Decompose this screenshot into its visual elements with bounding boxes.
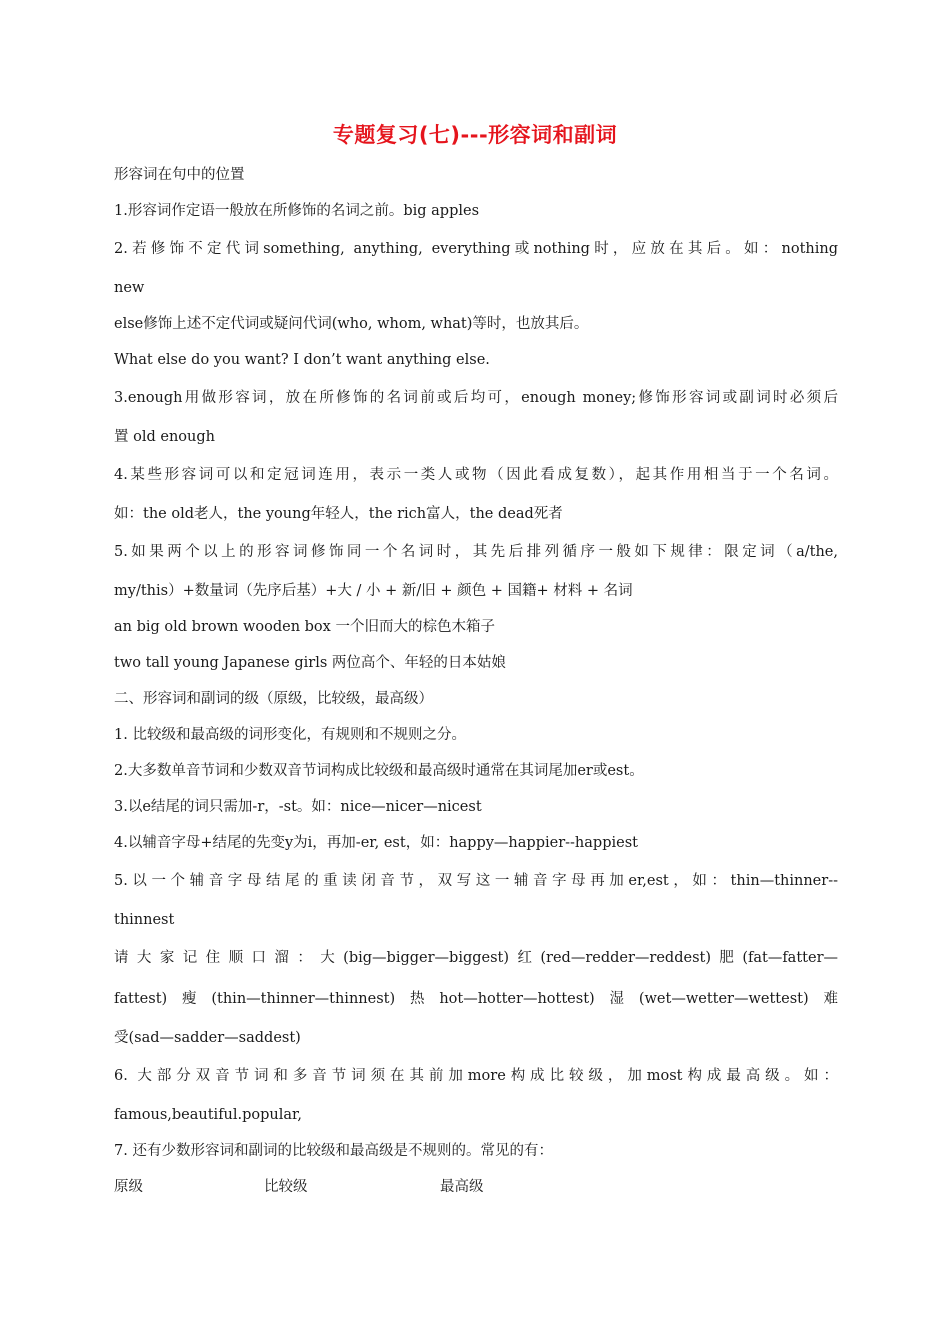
table-header-superlative: 最高级 — [440, 1179, 484, 1195]
paragraph-line: 请大家记住顺口溜：大(big—bigger—biggest)红(red—redder—reddest)肥(fat—fatter— — [114, 950, 838, 966]
table-header-comparative: 比较级 — [264, 1179, 308, 1195]
paragraph-line: 受(sad—sadder—saddest) — [114, 1030, 301, 1046]
paragraph-line: fattest)瘦(thin—thinner—thinnest)热hot—hotter—hottest)湿(wet—wetter—wettest)难 — [114, 991, 838, 1007]
paragraph-line: else修饰上述不定代词或疑问代词(who, whom, what)等时，也放其后。 — [114, 316, 589, 332]
paragraph-line: 2.若修饰不定代词something, anything, everything或nothing时，应放在其后。如：nothing — [114, 241, 838, 257]
table-header-positive: 原级 — [114, 1179, 143, 1195]
paragraph-line: two tall young Japanese girls 两位高个、年轻的日本姑娘 — [114, 655, 506, 671]
paragraph-line: 5.如果两个以上的形容词修饰同一个名词时，其先后排列循序一般如下规律：限定词（a/the, — [114, 544, 838, 560]
paragraph-line: my/this）+数量词（先序后基）+大 / 小 + 新/旧 + 颜色 + 国籍+ 材料 + 名词 — [114, 583, 633, 599]
document-body — [114, 157, 838, 1205]
paragraph-line: famous,beautiful.popular, — [114, 1107, 303, 1123]
paragraph-line: 3.以e结尾的词只需加-r，-st。如：nice—nicer—nicest — [114, 799, 482, 815]
comparison-table-header — [114, 1169, 838, 1205]
paragraph-line: 1. 比较级和最高级的词形变化，有规则和不规则之分。 — [114, 727, 466, 743]
paragraph-line: 7. 还有少数形容词和副词的比较级和最高级是不规则的。常见的有： — [114, 1143, 553, 1159]
paragraph-line: 6. 大部分双音节词和多音节词须在其前加more构成比较级，加most构成最高级。如： — [114, 1068, 838, 1084]
paragraph-line: 置 old enough — [114, 429, 215, 445]
paragraph-line: 5.以一个辅音字母结尾的重读闭音节，双写这一辅音字母再加er,est，如：thin—thinner-- — [114, 873, 838, 889]
paragraph-line: 4.以辅音字母+结尾的先变y为i，再加-er, est，如：happy—happier--happiest — [114, 835, 638, 851]
section-heading: 形容词在句中的位置 — [114, 167, 245, 183]
paragraph-line: 1.形容词作定语一般放在所修饰的名词之前。big apples — [114, 203, 480, 219]
section-heading: 二、形容词和副词的级（原级，比较级，最高级） — [114, 691, 433, 707]
paragraph-line: new — [114, 280, 145, 296]
paragraph-line: 如：the old老人，the young年轻人，the rich富人，the dead死者 — [114, 506, 563, 522]
paragraph-line: 3.enough用做形容词，放在所修饰的名词前或后均可，enough money;修饰形容词或副词时必须后 — [114, 390, 838, 406]
paragraph-line: 4.某些形容词可以和定冠词连用，表示一类人或物（因此看成复数），起其作用相当于一个名词。 — [114, 467, 838, 483]
paragraph-line: thinnest — [114, 912, 175, 928]
paragraph-line: an big old brown wooden box 一个旧而大的棕色木箱子 — [114, 619, 495, 635]
paragraph-line: 2.大多数单音节词和少数双音节词构成比较级和最高级时通常在其词尾加er或est。 — [114, 763, 644, 779]
document-title: 专题复习(七)---形容词和副词 — [332, 123, 618, 147]
paragraph-line: What else do you want? I don’t want anything else. — [114, 352, 490, 368]
